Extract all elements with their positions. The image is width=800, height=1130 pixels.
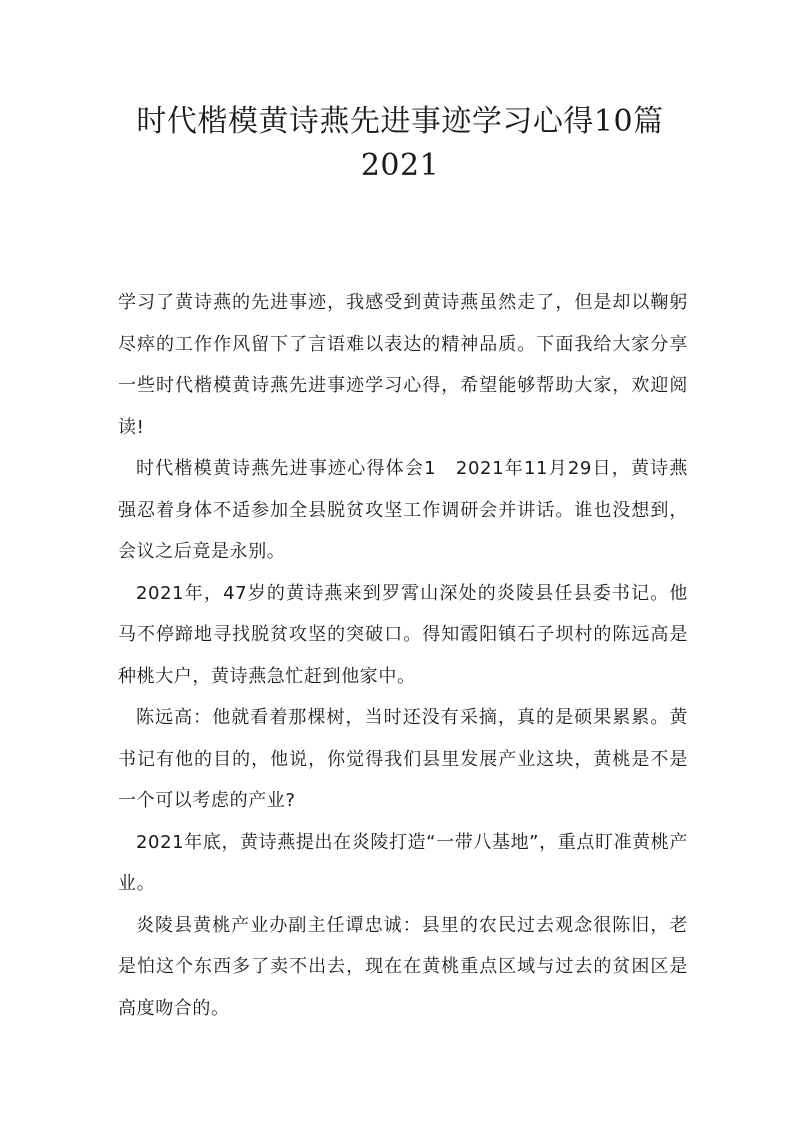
title-line-2: 2021 <box>360 148 440 183</box>
document-body <box>118 282 688 1029</box>
document-title <box>100 100 700 188</box>
title-line-1: 时代楷模黄诗燕先进事迹学习心得10篇 <box>136 104 664 139</box>
paragraph-intro: 学习了黄诗燕的先进事迹，我感受到黄诗燕虽然走了，但是却以鞠躬尽瘁的工作作风留下了言语难以表达的精神品质。下面我给大家分享一些时代楷模黄诗燕先进事迹学习心得，希望能够帮助大家，欢迎阅读! <box>118 292 688 438</box>
paragraph-3: 陈远高：他就看着那棵树，当时还没有采摘，真的是硕果累累。黄书记有他的目的，他说，你觉得我们县里发展产业这块，黄桃是不是一个可以考虑的产业? <box>118 707 688 811</box>
paragraph-5: 炎陵县黄桃产业办副主任谭忠诚：县里的农民过去观念很陈旧，老是怕这个东西多了卖不出去，现在在黄桃重点区域与过去的贫困区是高度吻合的。 <box>118 914 688 1019</box>
paragraph-1: 时代楷模黄诗燕先进事迹心得体会1 2021年11月29日，黄诗燕强忍着身体不适参加全县脱贫攻坚工作调研会并讲话。谁也没想到，会议之后竟是永别。 <box>118 458 688 562</box>
paragraph-4: 2021年底，黄诗燕提出在炎陵打造“一带八基地”，重点盯准黄桃产业。 <box>118 831 688 894</box>
paragraph-2: 2021年，47岁的黄诗燕来到罗霄山深处的炎陵县任县委书记。他马不停蹄地寻找脱贫攻坚的突破口。得知霞阳镇石子坝村的陈远高是种桃大户，黄诗燕急忙赶到他家中。 <box>118 582 688 687</box>
